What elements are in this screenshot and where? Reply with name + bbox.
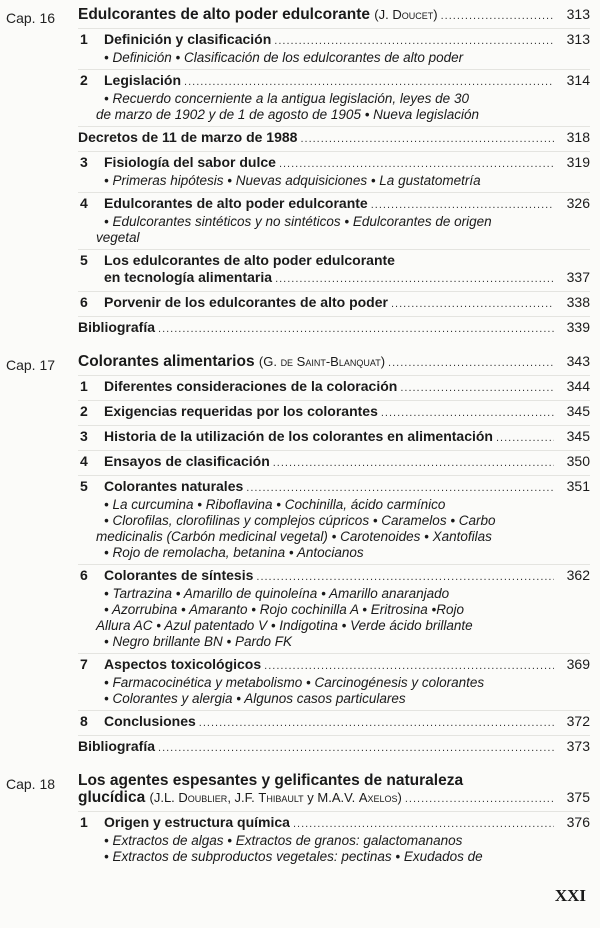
page-number: 344	[566, 378, 590, 394]
author-name: Doublier	[178, 790, 228, 805]
page-number: 319	[566, 154, 590, 170]
subtopic-line: • La curcumina • Riboflavina • Cochinilla, ácido carmínico	[104, 497, 446, 512]
section-title: Bibliografía	[78, 319, 156, 335]
section-number: 1	[80, 378, 88, 394]
leader-dots	[199, 715, 554, 732]
page-folio: XXI	[554, 886, 586, 905]
section-title: Decretos de 11 de marzo de 1988	[78, 129, 298, 145]
leader-dots	[279, 156, 554, 173]
chapter-label-column	[0, 770, 78, 868]
section-number: 8	[80, 713, 88, 729]
author-name: Thibault	[258, 790, 304, 805]
page-number: 313	[566, 31, 590, 47]
toc-entry	[78, 127, 590, 152]
page-number: 362	[566, 567, 590, 583]
leader-dots	[158, 321, 554, 338]
leader-dots	[371, 197, 554, 214]
subtopic-line: • Primeras hipótesis • Nuevas adquisiciones • La gustatometría	[104, 173, 481, 188]
page-number: 345	[566, 403, 590, 419]
toc-entry	[78, 711, 590, 736]
section-number: 4	[80, 453, 88, 469]
folio-row	[0, 878, 600, 918]
toc-entry	[78, 70, 590, 127]
subtopics	[78, 173, 590, 189]
subtopic-line: • Colorantes y alergia • Algunos casos particulares	[104, 691, 406, 706]
chapter-entries	[78, 770, 590, 868]
section-title: Ensayos de clasificación	[104, 453, 270, 469]
page-number: 372	[566, 713, 590, 729]
page-number: 350	[566, 453, 590, 469]
chapter-entries	[78, 4, 590, 341]
toc-entry	[78, 476, 590, 565]
leader-dots	[293, 816, 554, 833]
subtopics	[78, 91, 590, 123]
section-number: 3	[80, 428, 88, 444]
subtopic-line: • Definición • Clasificación de los edulcorantes de alto poder	[104, 50, 464, 65]
author-prefix: (J.	[374, 7, 393, 22]
subtopic-line: vegetal	[96, 230, 140, 245]
leader-dots	[496, 430, 554, 447]
toc-entry	[78, 29, 590, 70]
section-number: 1	[80, 814, 88, 830]
toc-entry	[78, 401, 590, 426]
page-number: 314	[566, 72, 590, 88]
page-number: 313	[566, 6, 590, 22]
toc-entry	[78, 376, 590, 401]
chapter-entries	[78, 351, 590, 760]
toc-entry	[78, 250, 590, 292]
page-number: 373	[566, 738, 590, 754]
leader-dots	[158, 740, 554, 757]
chapter-heading	[78, 351, 590, 376]
chapter-16	[0, 4, 600, 341]
toc-entry	[78, 451, 590, 476]
subtopic-line: • Edulcorantes sintéticos y no sintéticos • Edulcorantes de origen	[104, 214, 492, 229]
toc-entry	[78, 193, 590, 250]
chapter-label: Cap. 18	[6, 776, 56, 792]
page-number: 338	[566, 294, 590, 310]
section-number: 2	[80, 72, 88, 88]
leader-dots	[400, 380, 554, 397]
subtopic-line: • Clorofilas, clorofilinas y complejos cúpricos • Caramelos • Carbo	[104, 513, 496, 528]
toc-entry-bibliography	[78, 317, 590, 341]
subtopic-line: • Recuerdo concerniente a la antigua legislación, leyes de 30	[104, 91, 469, 106]
section-number: 6	[80, 567, 88, 583]
section-number: 3	[80, 154, 88, 170]
subtopic-line: • Tartrazina • Amarillo de quinoleína • Amarillo anaranjado	[104, 586, 450, 601]
page-number: 318	[566, 129, 590, 145]
toc-entry	[78, 426, 590, 451]
leader-dots	[274, 33, 554, 50]
section-number: 1	[80, 31, 88, 47]
subtopics	[78, 586, 590, 650]
page-number: 345	[566, 428, 590, 444]
subtopic-line: de marzo de 1902 y de 1 de agosto de 1905 • Nueva legislación	[96, 107, 479, 122]
section-title: Colorantes de síntesis	[104, 567, 254, 583]
author-prefix: (J.L.	[149, 790, 179, 805]
toc-entry	[78, 654, 590, 711]
leader-dots	[256, 569, 554, 586]
section-title: Definición y clasificación	[104, 31, 272, 47]
section-title: Colorantes naturales	[104, 478, 244, 494]
leader-dots	[184, 74, 554, 91]
section-title: Edulcorantes de alto poder edulcorante	[104, 195, 368, 211]
subtopic-line: medicinalis (Carbón medicinal vegetal) • Carotenoides • Xantofilas	[96, 529, 492, 544]
chapter-author	[259, 354, 385, 369]
chapter-18	[0, 770, 600, 868]
chapter-label: Cap. 16	[6, 10, 56, 26]
leader-dots	[391, 296, 554, 313]
section-title: Fisiología del sabor dulce	[104, 154, 276, 170]
section-title: Aspectos toxicológicos	[104, 656, 262, 672]
subtopics	[78, 833, 590, 865]
section-title: Exigencias requeridas por los colorantes	[104, 403, 378, 419]
author-name: de Saint-Blanquat	[280, 354, 381, 369]
chapter-label-column	[0, 351, 78, 760]
chapter-author	[374, 7, 437, 22]
page-number: 326	[566, 195, 590, 211]
section-number: 7	[80, 656, 88, 672]
section-title: Los edulcorantes de alto poder edulcorante	[104, 252, 395, 268]
chapter-title-text: Los agentes espesantes y gelificantes de naturaleza	[78, 772, 464, 789]
page-number: 337	[566, 269, 590, 285]
section-title: Bibliografía	[78, 738, 156, 754]
subtopic-line: • Farmacocinética y metabolismo • Carcinogénesis y colorantes	[104, 675, 485, 690]
section-number: 2	[80, 403, 88, 419]
section-title: Porvenir de los edulcorantes de alto poder	[104, 294, 388, 310]
subtopic-line: • Negro brillante BN • Pardo FK	[104, 634, 293, 649]
subtopics	[78, 497, 590, 561]
chapter-label-column	[0, 4, 78, 341]
author-prefix: (G.	[258, 354, 281, 369]
toc-entry	[78, 565, 590, 654]
author-name: Doucet	[392, 7, 434, 22]
chapter-heading	[78, 4, 590, 29]
chapter-17	[0, 351, 600, 760]
subtopic-line: Allura AC • Azul patentado V • Indigotina • Verde ácido brillante	[96, 618, 473, 633]
section-number: 5	[80, 478, 88, 494]
chapter-title-text: Colorantes alimentarios	[78, 353, 255, 370]
toc-entry	[78, 292, 590, 317]
section-title: Diferentes consideraciones de la coloración	[104, 378, 398, 394]
toc-entry	[78, 812, 590, 868]
chapter-heading	[78, 770, 590, 812]
section-title: Legislación	[104, 72, 182, 88]
section-title: Origen y estructura química	[104, 814, 290, 830]
leader-dots	[381, 405, 554, 422]
page-number: 369	[566, 656, 590, 672]
author-suffix: )	[433, 7, 438, 22]
section-title-continued: en tecnología alimentaria	[104, 269, 273, 285]
page-number: 351	[566, 478, 590, 494]
chapter-author	[150, 790, 402, 805]
subtopic-line: • Extractos de algas • Extractos de granos: galactomananos	[104, 833, 463, 848]
subtopics	[78, 50, 590, 66]
chapter-label: Cap. 17	[6, 357, 56, 373]
author-suffix: )	[380, 354, 386, 369]
leader-dots	[405, 791, 554, 808]
page-number: 339	[566, 319, 590, 335]
toc-entry	[78, 152, 590, 193]
chapter-title	[78, 6, 438, 23]
leader-dots	[246, 480, 554, 497]
leader-dots	[441, 8, 554, 25]
leader-dots	[273, 455, 554, 472]
subtopics	[78, 214, 590, 246]
leader-dots	[275, 271, 554, 288]
chapter-title	[78, 789, 402, 806]
section-title: Historia de la utilización de los colorantes en alimentación	[104, 428, 493, 444]
subtopic-line: • Rojo de remolacha, betanina • Antocianos	[104, 545, 364, 560]
page-number: 343	[566, 353, 590, 369]
leader-dots	[264, 658, 554, 675]
section-number: 6	[80, 294, 88, 310]
chapter-title-continued: glucídica	[78, 789, 146, 806]
section-title: Conclusiones	[104, 713, 196, 729]
section-number: 4	[80, 195, 88, 211]
toc-entry-bibliography	[78, 736, 590, 760]
author-separator: y M.A.V.	[303, 790, 359, 805]
author-separator: , J.F.	[227, 790, 259, 805]
subtopics	[78, 675, 590, 707]
author-name: Axelos	[358, 790, 398, 805]
chapter-title	[78, 353, 385, 370]
chapter-title-text: Edulcorantes de alto poder edulcorante	[78, 6, 370, 23]
subtopic-line: • Azorrubina • Amaranto • Rojo cochinilla A • Eritrosina •Rojo	[104, 602, 465, 617]
subtopic-line: • Extractos de subproductos vegetales: pectinas • Exudados de	[104, 849, 483, 864]
leader-dots	[300, 131, 554, 148]
page-number: 375	[566, 789, 590, 805]
leader-dots	[388, 355, 554, 372]
page-number: 376	[566, 814, 590, 830]
author-suffix: )	[397, 790, 402, 805]
section-number: 5	[80, 252, 88, 268]
